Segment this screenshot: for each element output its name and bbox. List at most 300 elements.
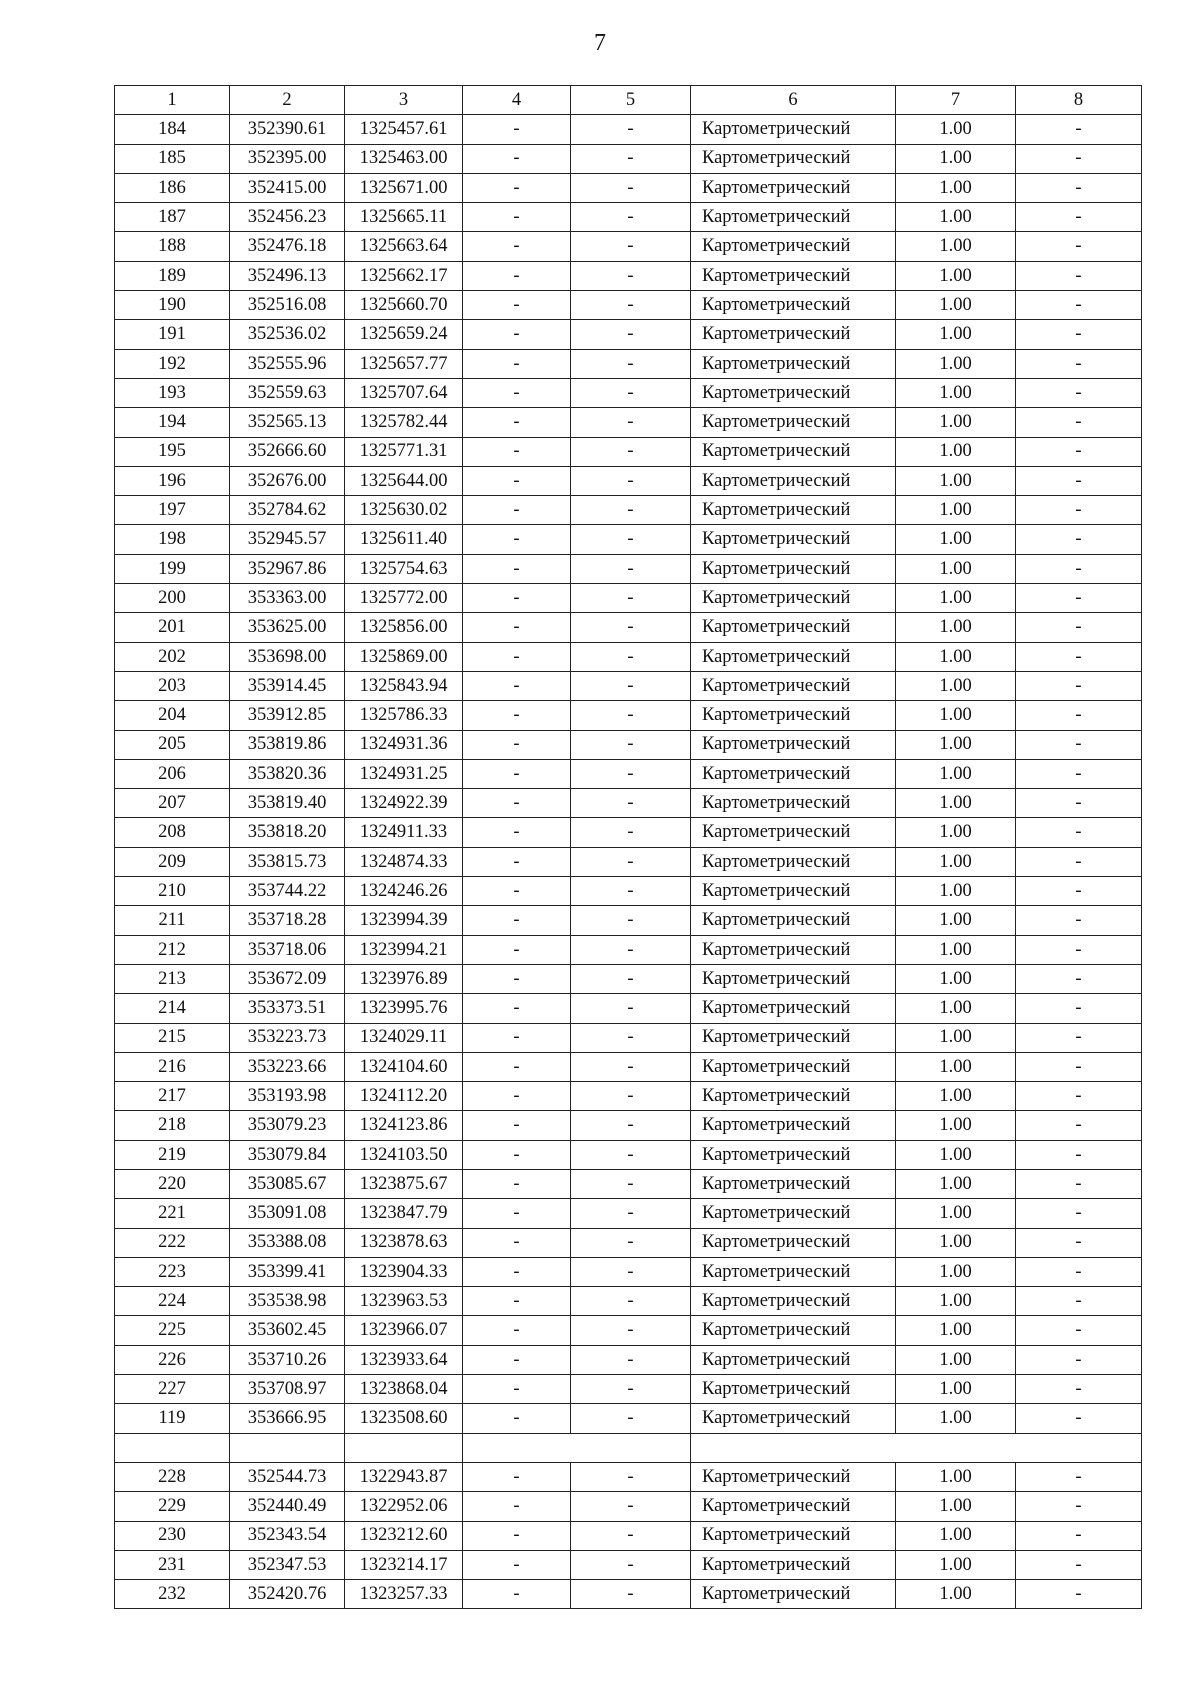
table-cell: 1.00 [896, 935, 1016, 964]
table-cell: 1325843.94 [345, 671, 463, 700]
table-cell: 352440.49 [230, 1492, 345, 1521]
table-cell: 189 [115, 261, 230, 290]
table-cell: - [571, 1257, 691, 1286]
table-row [115, 847, 1142, 876]
table-cell: 353079.23 [230, 1111, 345, 1140]
table-cell: - [571, 173, 691, 202]
table-cell: - [1016, 789, 1142, 818]
table-cell: - [463, 789, 571, 818]
table-cell: - [463, 525, 571, 554]
table-cell: 1.00 [896, 789, 1016, 818]
table-cell: 1325869.00 [345, 642, 463, 671]
table-cell: 353708.97 [230, 1375, 345, 1404]
table-cell: 1323878.63 [345, 1228, 463, 1257]
table-row [115, 203, 1142, 232]
table-cell: 352420.76 [230, 1580, 345, 1609]
table-cell: 1.00 [896, 1287, 1016, 1316]
table-cell: - [463, 1550, 571, 1579]
table-cell: - [463, 584, 571, 613]
table-cell: - [571, 1492, 691, 1521]
table-cell: Картометрический [691, 964, 896, 993]
table-cell: 1324931.25 [345, 759, 463, 788]
table-cell: 1.00 [896, 261, 1016, 290]
table-cell: 353538.98 [230, 1287, 345, 1316]
table-cell: 232 [115, 1580, 230, 1609]
table-cell: 186 [115, 173, 230, 202]
table-cell: 353091.08 [230, 1199, 345, 1228]
table-header [115, 86, 1142, 115]
column-header: 5 [571, 86, 691, 115]
table-cell: 1.00 [896, 906, 1016, 935]
table-cell: 1.00 [896, 1316, 1016, 1345]
table-cell: 1324123.86 [345, 1111, 463, 1140]
table-row [115, 701, 1142, 730]
table-cell: - [571, 115, 691, 144]
table-row [115, 554, 1142, 583]
table-cell: 352347.53 [230, 1550, 345, 1579]
table-cell: 353698.00 [230, 642, 345, 671]
table-cell: Картометрический [691, 1316, 896, 1345]
table-cell: 1.00 [896, 642, 1016, 671]
table-cell: 231 [115, 1550, 230, 1579]
table-cell: 1325662.17 [345, 261, 463, 290]
table-cell: - [1016, 1580, 1142, 1609]
table-cell: Картометрический [691, 1140, 896, 1169]
table-cell: - [463, 144, 571, 173]
table-cell: 1325707.64 [345, 378, 463, 407]
table-cell: 1.00 [896, 584, 1016, 613]
table-cell: 352415.00 [230, 173, 345, 202]
table-row [115, 291, 1142, 320]
table-cell: - [1016, 320, 1142, 349]
table-row [115, 1023, 1142, 1052]
empty-cell [230, 1433, 345, 1462]
table-cell: - [1016, 115, 1142, 144]
table-cell: 1.00 [896, 1550, 1016, 1579]
table-cell: - [463, 1111, 571, 1140]
table-cell: - [463, 964, 571, 993]
table-cell: 1325856.00 [345, 613, 463, 642]
table-cell: - [1016, 1375, 1142, 1404]
table-cell: - [463, 437, 571, 466]
table-cell: 214 [115, 994, 230, 1023]
table-cell: - [1016, 584, 1142, 613]
table-cell: Картометрический [691, 1550, 896, 1579]
table-row [115, 173, 1142, 202]
table-cell: 1.00 [896, 496, 1016, 525]
table-cell: Картометрический [691, 554, 896, 583]
table-cell: 221 [115, 1199, 230, 1228]
table-cell: Картометрический [691, 1492, 896, 1521]
table-cell: 225 [115, 1316, 230, 1345]
table-cell: 1325771.31 [345, 437, 463, 466]
table-cell: 352559.63 [230, 378, 345, 407]
table-cell: 1325772.00 [345, 584, 463, 613]
table-cell: - [1016, 554, 1142, 583]
table-cell: - [571, 935, 691, 964]
empty-cell [691, 1433, 896, 1462]
table-cell: - [463, 349, 571, 378]
column-header: 3 [345, 86, 463, 115]
table-cell: - [463, 261, 571, 290]
table-cell: 198 [115, 525, 230, 554]
table-cell: Картометрический [691, 203, 896, 232]
table-cell: 1324103.50 [345, 1140, 463, 1169]
table-cell: - [463, 1257, 571, 1286]
table-cell: - [1016, 964, 1142, 993]
table-cell: - [463, 1287, 571, 1316]
table-cell: 353912.85 [230, 701, 345, 730]
table-cell: 1.00 [896, 1140, 1016, 1169]
table-cell: - [571, 642, 691, 671]
table-cell: 202 [115, 642, 230, 671]
table-cell: - [463, 1199, 571, 1228]
table-cell: 1325644.00 [345, 466, 463, 495]
table-cell: 1323976.89 [345, 964, 463, 993]
table-cell: Картометрический [691, 1580, 896, 1609]
table-cell: - [1016, 818, 1142, 847]
table-cell: - [1016, 1023, 1142, 1052]
table-cell: 196 [115, 466, 230, 495]
table-cell: 353744.22 [230, 877, 345, 906]
table-cell: 215 [115, 1023, 230, 1052]
table-cell: Картометрический [691, 1462, 896, 1491]
table-cell: 1.00 [896, 1462, 1016, 1491]
table-cell: - [571, 261, 691, 290]
table-row [115, 730, 1142, 759]
table-cell: - [1016, 291, 1142, 320]
table-cell: - [1016, 1404, 1142, 1433]
empty-cell [463, 1433, 571, 1462]
table-cell: 1323257.33 [345, 1580, 463, 1609]
table-cell: 1.00 [896, 1492, 1016, 1521]
table-cell: 188 [115, 232, 230, 261]
table-cell: Картометрический [691, 935, 896, 964]
table-cell: 352544.73 [230, 1462, 345, 1491]
table-row [115, 584, 1142, 613]
table-row [115, 1111, 1142, 1140]
table-row [115, 1580, 1142, 1609]
table-cell: - [571, 1550, 691, 1579]
table-cell: - [571, 437, 691, 466]
table-cell: Картометрический [691, 818, 896, 847]
table-row [115, 144, 1142, 173]
table-cell: - [1016, 1140, 1142, 1169]
table-row [115, 496, 1142, 525]
table-cell: - [463, 1404, 571, 1433]
table-cell: 1325665.11 [345, 203, 463, 232]
table-cell: - [1016, 261, 1142, 290]
table-cell: - [571, 759, 691, 788]
table-cell: 352456.23 [230, 203, 345, 232]
table-cell: 353718.06 [230, 935, 345, 964]
table-cell: Картометрический [691, 1521, 896, 1550]
table-cell: Картометрический [691, 877, 896, 906]
table-cell: Картометрический [691, 730, 896, 759]
table-cell: 219 [115, 1140, 230, 1169]
table-row [115, 935, 1142, 964]
table-cell: - [571, 1228, 691, 1257]
table-cell: 205 [115, 730, 230, 759]
table-cell: - [571, 818, 691, 847]
table-cell: 353914.45 [230, 671, 345, 700]
table-cell: 352555.96 [230, 349, 345, 378]
table-cell: - [571, 613, 691, 642]
table-cell: Картометрический [691, 1404, 896, 1433]
table-cell: 1323966.07 [345, 1316, 463, 1345]
table-cell: 1.00 [896, 1257, 1016, 1286]
table-cell: - [571, 730, 691, 759]
table-row [115, 1550, 1142, 1579]
table-cell: 353819.86 [230, 730, 345, 759]
table-cell: 1.00 [896, 759, 1016, 788]
table-cell: - [1016, 437, 1142, 466]
table-cell: 352516.08 [230, 291, 345, 320]
table-cell: - [1016, 144, 1142, 173]
table-cell: - [1016, 1550, 1142, 1579]
table-cell: - [1016, 877, 1142, 906]
table-cell: - [1016, 232, 1142, 261]
column-header: 6 [691, 86, 896, 115]
table-row [115, 1375, 1142, 1404]
table-cell: - [463, 935, 571, 964]
table-cell: 352784.62 [230, 496, 345, 525]
table-cell: Картометрический [691, 1111, 896, 1140]
table-cell: - [1016, 1228, 1142, 1257]
table-cell: 1.00 [896, 1521, 1016, 1550]
table-cell: Картометрический [691, 1052, 896, 1081]
table-cell: - [463, 1228, 571, 1257]
table-cell: 229 [115, 1492, 230, 1521]
table-cell: 1325457.61 [345, 115, 463, 144]
table-cell: - [1016, 466, 1142, 495]
table-cell: - [1016, 1316, 1142, 1345]
table-row [115, 1345, 1142, 1374]
table-cell: 1.00 [896, 203, 1016, 232]
table-cell: 1.00 [896, 1169, 1016, 1198]
table-cell: 1.00 [896, 1580, 1016, 1609]
table-cell: Картометрический [691, 320, 896, 349]
table-row [115, 906, 1142, 935]
table-cell: - [463, 1345, 571, 1374]
table-cell: 353388.08 [230, 1228, 345, 1257]
table-cell: Картометрический [691, 584, 896, 613]
table-cell: - [463, 613, 571, 642]
table-cell: 199 [115, 554, 230, 583]
table-cell: - [571, 378, 691, 407]
table-cell: 1325782.44 [345, 408, 463, 437]
table-cell: - [1016, 701, 1142, 730]
table-cell: - [1016, 935, 1142, 964]
table-cell: - [1016, 525, 1142, 554]
table-cell: 1325663.64 [345, 232, 463, 261]
table-cell: 1325786.33 [345, 701, 463, 730]
table-cell: 1323868.04 [345, 1375, 463, 1404]
table-cell: Картометрический [691, 994, 896, 1023]
table-cell: 353363.00 [230, 584, 345, 613]
table-cell: 352395.00 [230, 144, 345, 173]
table-cell: 1.00 [896, 173, 1016, 202]
table-cell: 206 [115, 759, 230, 788]
table-cell: - [1016, 1199, 1142, 1228]
table-cell: 353818.20 [230, 818, 345, 847]
table-cell: 352676.00 [230, 466, 345, 495]
table-row [115, 613, 1142, 642]
table-row [115, 1316, 1142, 1345]
table-cell: 1324911.33 [345, 818, 463, 847]
table-cell: - [1016, 496, 1142, 525]
table-cell: 213 [115, 964, 230, 993]
table-row [115, 964, 1142, 993]
table-cell: 352390.61 [230, 115, 345, 144]
table-cell: - [571, 584, 691, 613]
table-cell: - [571, 1316, 691, 1345]
table-cell: Картометрический [691, 496, 896, 525]
table-cell: 1.00 [896, 1375, 1016, 1404]
table-cell: 353602.45 [230, 1316, 345, 1345]
table-cell: Картометрический [691, 115, 896, 144]
table-cell: - [1016, 1082, 1142, 1111]
table-cell: Картометрический [691, 1228, 896, 1257]
table-cell: Картометрический [691, 613, 896, 642]
table-cell: 194 [115, 408, 230, 437]
table-cell: Картометрический [691, 1257, 896, 1286]
table-row [115, 671, 1142, 700]
table-row [115, 349, 1142, 378]
table-cell: 353193.98 [230, 1082, 345, 1111]
table-cell: 353718.28 [230, 906, 345, 935]
table-cell: - [1016, 408, 1142, 437]
table-cell: 204 [115, 701, 230, 730]
table-cell: 352496.13 [230, 261, 345, 290]
table-cell: 1323963.53 [345, 1287, 463, 1316]
table-cell: - [1016, 1287, 1142, 1316]
header-row [115, 86, 1142, 115]
table-cell: Картометрический [691, 789, 896, 818]
table-cell: 1325754.63 [345, 554, 463, 583]
table-cell: 1.00 [896, 994, 1016, 1023]
table-cell: 1.00 [896, 701, 1016, 730]
table-cell: 1324246.26 [345, 877, 463, 906]
table-cell: 226 [115, 1345, 230, 1374]
table-row [115, 877, 1142, 906]
table-cell: 1323994.39 [345, 906, 463, 935]
table-cell: 185 [115, 144, 230, 173]
table-cell: - [463, 1316, 571, 1345]
table-cell: 1323214.17 [345, 1550, 463, 1579]
table-cell: - [1016, 1345, 1142, 1374]
table-cell: 203 [115, 671, 230, 700]
table-cell: 1323847.79 [345, 1199, 463, 1228]
table-cell: 1323212.60 [345, 1521, 463, 1550]
table-cell: Картометрический [691, 378, 896, 407]
table-cell: 353399.41 [230, 1257, 345, 1286]
table-cell: Картометрический [691, 642, 896, 671]
table-cell: - [571, 847, 691, 876]
table-row [115, 759, 1142, 788]
table-cell: - [463, 291, 571, 320]
table-cell: 1325671.00 [345, 173, 463, 202]
table-cell: 352476.18 [230, 232, 345, 261]
table-cell: - [1016, 759, 1142, 788]
table-cell: - [1016, 1052, 1142, 1081]
table-cell: 1325463.00 [345, 144, 463, 173]
table-cell: - [1016, 173, 1142, 202]
table-row [115, 789, 1142, 818]
table-cell: 184 [115, 115, 230, 144]
empty-cell [115, 1433, 230, 1462]
table-cell: - [1016, 671, 1142, 700]
table-cell: 1.00 [896, 115, 1016, 144]
table-cell: 1.00 [896, 730, 1016, 759]
table-cell: 218 [115, 1111, 230, 1140]
table-cell: 1.00 [896, 437, 1016, 466]
table-cell: 353666.95 [230, 1404, 345, 1433]
table-cell: 1.00 [896, 877, 1016, 906]
table-cell: 353085.67 [230, 1169, 345, 1198]
table-cell: - [463, 818, 571, 847]
table-cell: - [463, 730, 571, 759]
table-cell: - [463, 1521, 571, 1550]
table-cell: Картометрический [691, 1287, 896, 1316]
table-cell: 197 [115, 496, 230, 525]
table-cell: 1325660.70 [345, 291, 463, 320]
table-row [115, 1287, 1142, 1316]
table-cell: - [571, 466, 691, 495]
table-cell: 1.00 [896, 671, 1016, 700]
table-cell: 352666.60 [230, 437, 345, 466]
table-cell: - [463, 1082, 571, 1111]
table-cell: 1322943.87 [345, 1462, 463, 1491]
table-cell: 201 [115, 613, 230, 642]
table-cell: - [463, 320, 571, 349]
table-body-top [115, 115, 1142, 1433]
table-cell: 210 [115, 877, 230, 906]
table-cell: Картометрический [691, 144, 896, 173]
table-cell: Картометрический [691, 847, 896, 876]
table-cell: 1.00 [896, 525, 1016, 554]
table-cell: Картометрический [691, 525, 896, 554]
table-cell: - [1016, 994, 1142, 1023]
table-row [115, 818, 1142, 847]
table-cell: - [463, 1492, 571, 1521]
table-cell: - [571, 1404, 691, 1433]
table-cell: 187 [115, 203, 230, 232]
table-cell: 1.00 [896, 349, 1016, 378]
table-cell: - [1016, 847, 1142, 876]
table-cell: 200 [115, 584, 230, 613]
table-row [115, 994, 1142, 1023]
table-cell: 208 [115, 818, 230, 847]
table-cell: Картометрический [691, 349, 896, 378]
table-cell: - [571, 994, 691, 1023]
table-cell: Картометрический [691, 1375, 896, 1404]
table-cell: 227 [115, 1375, 230, 1404]
table-cell: 190 [115, 291, 230, 320]
table-cell: - [463, 1462, 571, 1491]
table-cell: 222 [115, 1228, 230, 1257]
table-cell: Картометрический [691, 671, 896, 700]
table-cell: Картометрический [691, 701, 896, 730]
table-cell: 1.00 [896, 320, 1016, 349]
table-cell: - [463, 1052, 571, 1081]
table-cell: 1323995.76 [345, 994, 463, 1023]
table-cell: - [463, 1023, 571, 1052]
table-cell: 1324922.39 [345, 789, 463, 818]
table-cell: - [463, 203, 571, 232]
table-cell: 353820.36 [230, 759, 345, 788]
table-cell: 1.00 [896, 144, 1016, 173]
